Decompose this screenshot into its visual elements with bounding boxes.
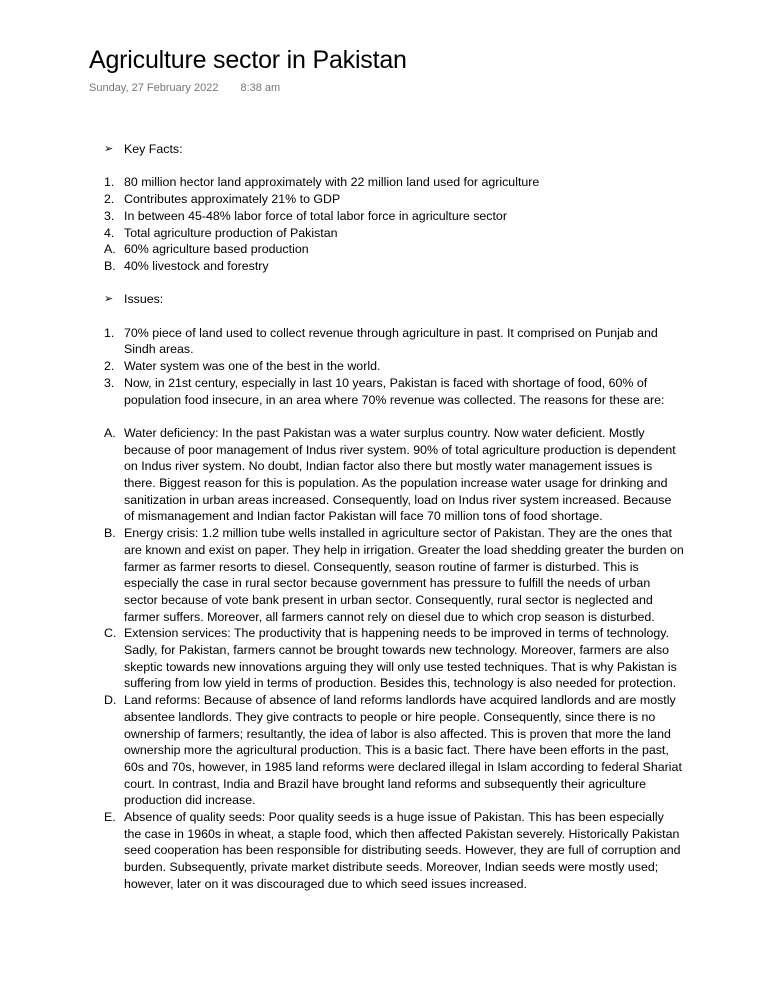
- key-facts-heading-row: [104, 141, 684, 158]
- page-meta: [89, 82, 280, 94]
- issues-lettered-list: [104, 425, 684, 893]
- key-facts-heading: Key Facts:: [124, 142, 183, 156]
- list-item: 3. Now, in 21st century, especially in last 10 years, Pakistan is faced with shortage of food, 60% of population food insecure, in an area where 70% revenue was collected. The reasons for these are:: [104, 375, 665, 407]
- note-body: [104, 141, 684, 893]
- list-item: 2. Contributes approximately 21% to GDP: [104, 192, 341, 207]
- page-title: Agriculture sector in Pakistan: [89, 46, 407, 74]
- list-item: 4. Total agriculture production of Pakistan: [104, 225, 338, 240]
- list-item: B. 40% livestock and forestry: [104, 258, 269, 273]
- arrow-bullet-icon: ➢: [104, 293, 114, 306]
- list-item: 3. In between 45-48% labor force of total labor force in agriculture sector: [104, 208, 507, 223]
- list-item: C. Extension services: The productivity that is happening needs to be improved in terms of technology. Sadly, for Pakistan, farmers cannot be brought towards new technology. Moreover, farmers are also skeptic towards new innovations arguing they will only use tested techniques. That is why Pakistan is suffering from low yield in terms of production. Besides this, technology is also needed for protection.: [104, 626, 677, 691]
- list-item: 2. Water system was one of the best in the world.: [104, 359, 381, 374]
- list-item: B. Energy crisis: 1.2 million tube wells installed in agriculture sector of Pakistan. They are the ones that are known and exist on paper. They help in irrigation. Greater the load shedding greater the burden on farmer as farmer resorts to diesel. Consequently, season routine of farmer is disturbed. This is especially the case in rural sector because government has pressure to fulfill the needs of urban sector because of vote bank present in urban sector. Consequently, rural sector is neglected and farmer suffers. Moreover, all farmers cannot rely on diesel due to which crop season is disturbed.: [104, 526, 684, 624]
- page-time: 8:38 am: [240, 82, 281, 94]
- list-item: E. Absence of quality seeds: Poor quality seeds is a huge issue of Pakistan. This has been especially the case in 1960s in wheat, a staple food, which then affected Pakistan severely. Historically Pakistan seed cooperation has been responsible for distributing seeds. However, they are full of corruption and burden. Subsequently, private market distribute seeds. Moreover, Indian seeds were mostly used; however, later on it was discouraged due to which seed issues increased.: [104, 810, 681, 891]
- list-item: 1. 80 million hector land approximately with 22 million land used for agriculture: [104, 175, 540, 190]
- key-facts-lettered-list: [104, 241, 684, 274]
- arrow-bullet-icon: ➢: [104, 143, 114, 155]
- key-facts-numbered-list: [104, 174, 684, 241]
- list-item: A. 60% agriculture based production: [104, 242, 309, 257]
- issues-heading-row: [104, 291, 684, 308]
- list-item: 1. 70% piece of land used to collect revenue through agriculture in past. It comprised on Punjab and Sindh areas.: [104, 325, 658, 357]
- issues-numbered-list: [104, 325, 684, 409]
- page-date: Sunday, 27 February 2022: [89, 82, 219, 94]
- list-item: D. Land reforms: Because of absence of land reforms landlords have acquired landlords and are mostly absentee landlords. They give contracts to people or hire people. Consequently, since there is no ownership of farmers; resultantly, the idea of labor is also affected. This is proven that more the land ownership more the agricultural production. This is a basic fact. There have been efforts in the past, 60s and 70s, however, in 1985 land reforms were declared illegal in Islam according to federal Shariat court. In contrast, India and Brazil have brought land reforms and subsequently their agriculture production did increase.: [104, 693, 682, 808]
- issues-heading: Issues:: [124, 292, 164, 307]
- list-item: A. Water deficiency: In the past Pakistan was a water surplus country. Now water deficient. Mostly because of poor management of Indus river system. 90% of total agriculture production is dependent on Indus river system. No doubt, Indian factor also there but mostly water management issues is there. Biggest reason for this is population. As the population increase water usage for drinking and sanitization in urban areas increased. Consequently, load on Indus river system increased. Because of mismanagement and Indian factor Pakistan will face 70 million tons of food shortage.: [104, 425, 676, 524]
